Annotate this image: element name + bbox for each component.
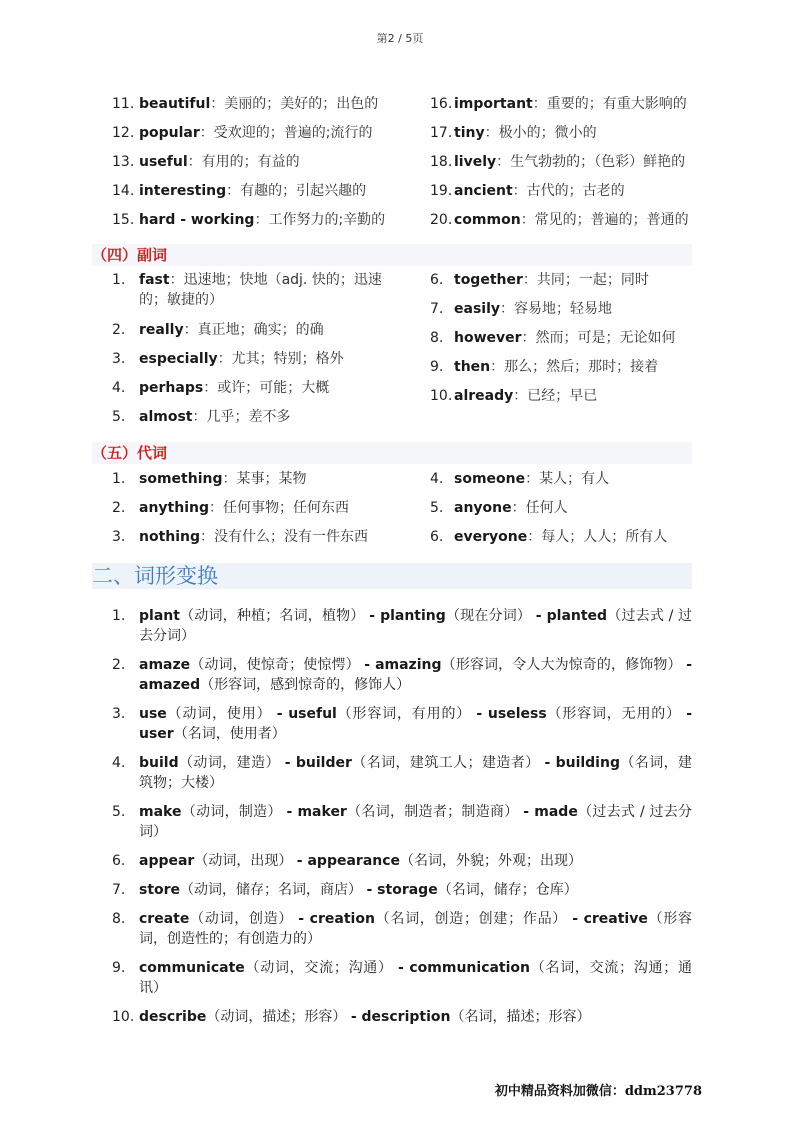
section-title-pronouns: （五）代词 [92, 442, 692, 464]
word-form: plant [139, 608, 180, 624]
list-item: 1. fast：迅速地；快地（adj. 快的；迅速的；敏捷的） [112, 272, 382, 308]
item-content [139, 851, 692, 871]
word-form-gloss: （动词，出现） [194, 853, 293, 869]
page-number: 第2 / 5页 [376, 32, 424, 45]
item-number: 6. [112, 853, 126, 869]
word-form-gloss: （名词，储存；仓库） [437, 882, 578, 898]
list-item: 3. nothing：没有什么；没有一件东西 [112, 529, 369, 545]
word-form: communicate [139, 960, 245, 976]
word-form: make [139, 804, 182, 820]
item-number: 1. [112, 608, 126, 624]
word-formation-item [112, 909, 692, 949]
word-form-gloss: （形容词，有用的） [336, 706, 472, 722]
list-row [112, 469, 692, 498]
word-formation-item [112, 606, 692, 646]
word-form-gloss: （动词，创造） [189, 911, 294, 927]
item-content [139, 1007, 692, 1027]
list-row [112, 152, 692, 181]
item-number: 3. [112, 706, 126, 722]
word-form-gloss: （名词，制造者；制造商） [346, 804, 519, 820]
list-row [112, 181, 692, 210]
word-form-gloss: （形容词，创造性的；有创造力的） [139, 911, 693, 947]
word-form-gloss: （名词，外貌；外观；出现） [400, 853, 583, 869]
word-form-gloss: （名词，描述；形容） [450, 1009, 591, 1025]
word-form-gloss: （名词，使用者） [173, 726, 286, 742]
word-form-gloss: （名词，创造；创建；作品） [374, 911, 568, 927]
item-number: 2. [112, 657, 126, 673]
list-item: 6. everyone：每人；人人；所有人 [430, 529, 668, 545]
word-form-gloss: （动词，交流；沟通） [244, 960, 393, 976]
item-content [139, 655, 692, 695]
list-row [112, 94, 692, 123]
word-form-gloss: （动词，描述；形容） [206, 1009, 347, 1025]
word-form: - user [139, 706, 693, 742]
word-form-gloss: （过去式 / 过去分词） [139, 804, 693, 840]
item-content [139, 606, 692, 646]
word-form: create [139, 911, 190, 927]
list-item: 2. anything：任何事物；任何东西 [112, 500, 349, 516]
word-formation-item [112, 704, 692, 744]
word-formation-item [112, 753, 692, 793]
list-item: 13. useful：有用的；有益的 [112, 154, 300, 170]
list-item: 19. ancient：古代的；古老的 [430, 183, 625, 199]
list-item: 3. especially：尤其；特别；格外 [112, 351, 344, 367]
word-form-gloss: （过去式 / 过去分词） [139, 608, 693, 644]
list-item: 7. easily：容易地；轻易地 [430, 301, 612, 317]
item-number: 9. [112, 960, 126, 976]
word-form: - useless [476, 706, 547, 722]
word-form: - made [523, 804, 578, 820]
pronoun-list [112, 469, 692, 556]
word-form-gloss: （动词，储存；名词，商店） [180, 882, 363, 898]
word-form: describe [139, 1009, 207, 1025]
word-form: - planted [535, 608, 608, 624]
word-form: appear [139, 853, 195, 869]
item-number: 4. [112, 755, 126, 771]
list-row [112, 498, 692, 527]
list-row [112, 123, 692, 152]
list-item: 4. someone：某人；有人 [430, 471, 610, 487]
item-content [139, 753, 692, 793]
word-form-gloss: （动词，使惊奇；使惊愕） [190, 657, 360, 673]
item-number: 7. [112, 882, 126, 898]
item-content [139, 880, 692, 900]
word-form-gloss: （动词，制造） [181, 804, 282, 820]
footer-note: 初中精品资料加微信：ddm23778 [494, 1084, 702, 1099]
list-item: 11. beautiful：美丽的；美好的；出色的 [112, 96, 379, 112]
item-number: 8. [112, 911, 126, 927]
word-form-gloss: （名词，建筑工人；建造者） [351, 755, 540, 771]
list-row [112, 527, 692, 556]
adjective-list [112, 94, 692, 239]
list-item: 14. interesting：有趣的；引起兴趣的 [112, 183, 367, 199]
list-item: 9. then：那么；然后；那时；接着 [430, 359, 659, 375]
word-formation-item [112, 958, 692, 998]
word-form: - storage [366, 882, 438, 898]
list-item: 5. anyone：任何人 [430, 500, 568, 516]
word-form: use [139, 706, 167, 722]
word-form: - planting [369, 608, 446, 624]
list-row [112, 210, 692, 239]
adverb-list [112, 270, 692, 436]
list-item: 18. lively：生气勃勃的；（色彩）鲜艳的 [430, 154, 686, 170]
word-form: - maker [286, 804, 347, 820]
word-form-gloss: （动词，使用） [166, 706, 272, 722]
word-form: - building [544, 755, 620, 771]
word-form: - communication [397, 960, 531, 976]
word-form: - builder [284, 755, 352, 771]
list-item: 16. important：重要的；有重大影响的 [430, 96, 687, 112]
list-item: 2. really：真正地；确实；的确 [112, 322, 324, 338]
word-form: amaze [139, 657, 191, 673]
section-title-adverbs: （四）副词 [92, 244, 692, 266]
word-form: build [139, 755, 179, 771]
list-item: 8. however：然而；可是；无论如何 [430, 330, 676, 346]
list-item: 1. something：某事；某物 [112, 471, 307, 487]
section-title-word-formation: 二、词形变换 [92, 563, 692, 589]
word-form-gloss: （动词，种植；名词，植物） [179, 608, 365, 624]
list-item: 20. common：常见的；普遍的；普通的 [430, 212, 689, 228]
item-number: 10. [112, 1009, 135, 1025]
word-form: - useful [276, 706, 337, 722]
word-form-gloss: （形容词，无用的） [546, 706, 681, 722]
item-content [139, 958, 692, 998]
item-content [139, 802, 692, 842]
list-item: 10. already：已经；早已 [430, 388, 598, 404]
word-formation-item [112, 802, 692, 842]
list-item: 15. hard - working：工作努力的;辛勤的 [112, 212, 386, 228]
word-form: - amazing [364, 657, 442, 673]
list-item: 5. almost：几乎；差不多 [112, 409, 291, 425]
word-formation-list [112, 606, 692, 1036]
word-formation-item [112, 851, 692, 871]
list-item: 4. perhaps：或许；可能；大概 [112, 380, 330, 396]
list-item: 12. popular：受欢迎的；普遍的;流行的 [112, 125, 373, 141]
word-form-gloss: （名词，交流；沟通；通讯） [139, 960, 693, 996]
word-form: - amazed [139, 657, 693, 693]
list-item: 6. together：共同；一起；同时 [430, 272, 649, 288]
word-form-gloss: （名词，建筑物；大楼） [139, 755, 693, 791]
word-form: - appearance [296, 853, 401, 869]
word-form: - creation [298, 911, 375, 927]
word-form-gloss: （动词，建造） [178, 755, 280, 771]
list-item: 17. tiny：极小的；微小的 [430, 125, 597, 141]
word-formation-item [112, 655, 692, 695]
item-content [139, 909, 692, 949]
word-formation-item [112, 1007, 692, 1027]
word-form: - creative [572, 911, 648, 927]
word-form-gloss: （形容词，感到惊奇的，修饰人） [200, 677, 411, 693]
word-formation-item [112, 880, 692, 900]
word-form: - description [350, 1009, 451, 1025]
item-content [139, 704, 692, 744]
item-number: 5. [112, 804, 126, 820]
word-form-gloss: （形容词，令人大为惊奇的，修饰物） [441, 657, 682, 673]
word-form: store [139, 882, 181, 898]
word-form-gloss: （现在分词） [445, 608, 532, 624]
